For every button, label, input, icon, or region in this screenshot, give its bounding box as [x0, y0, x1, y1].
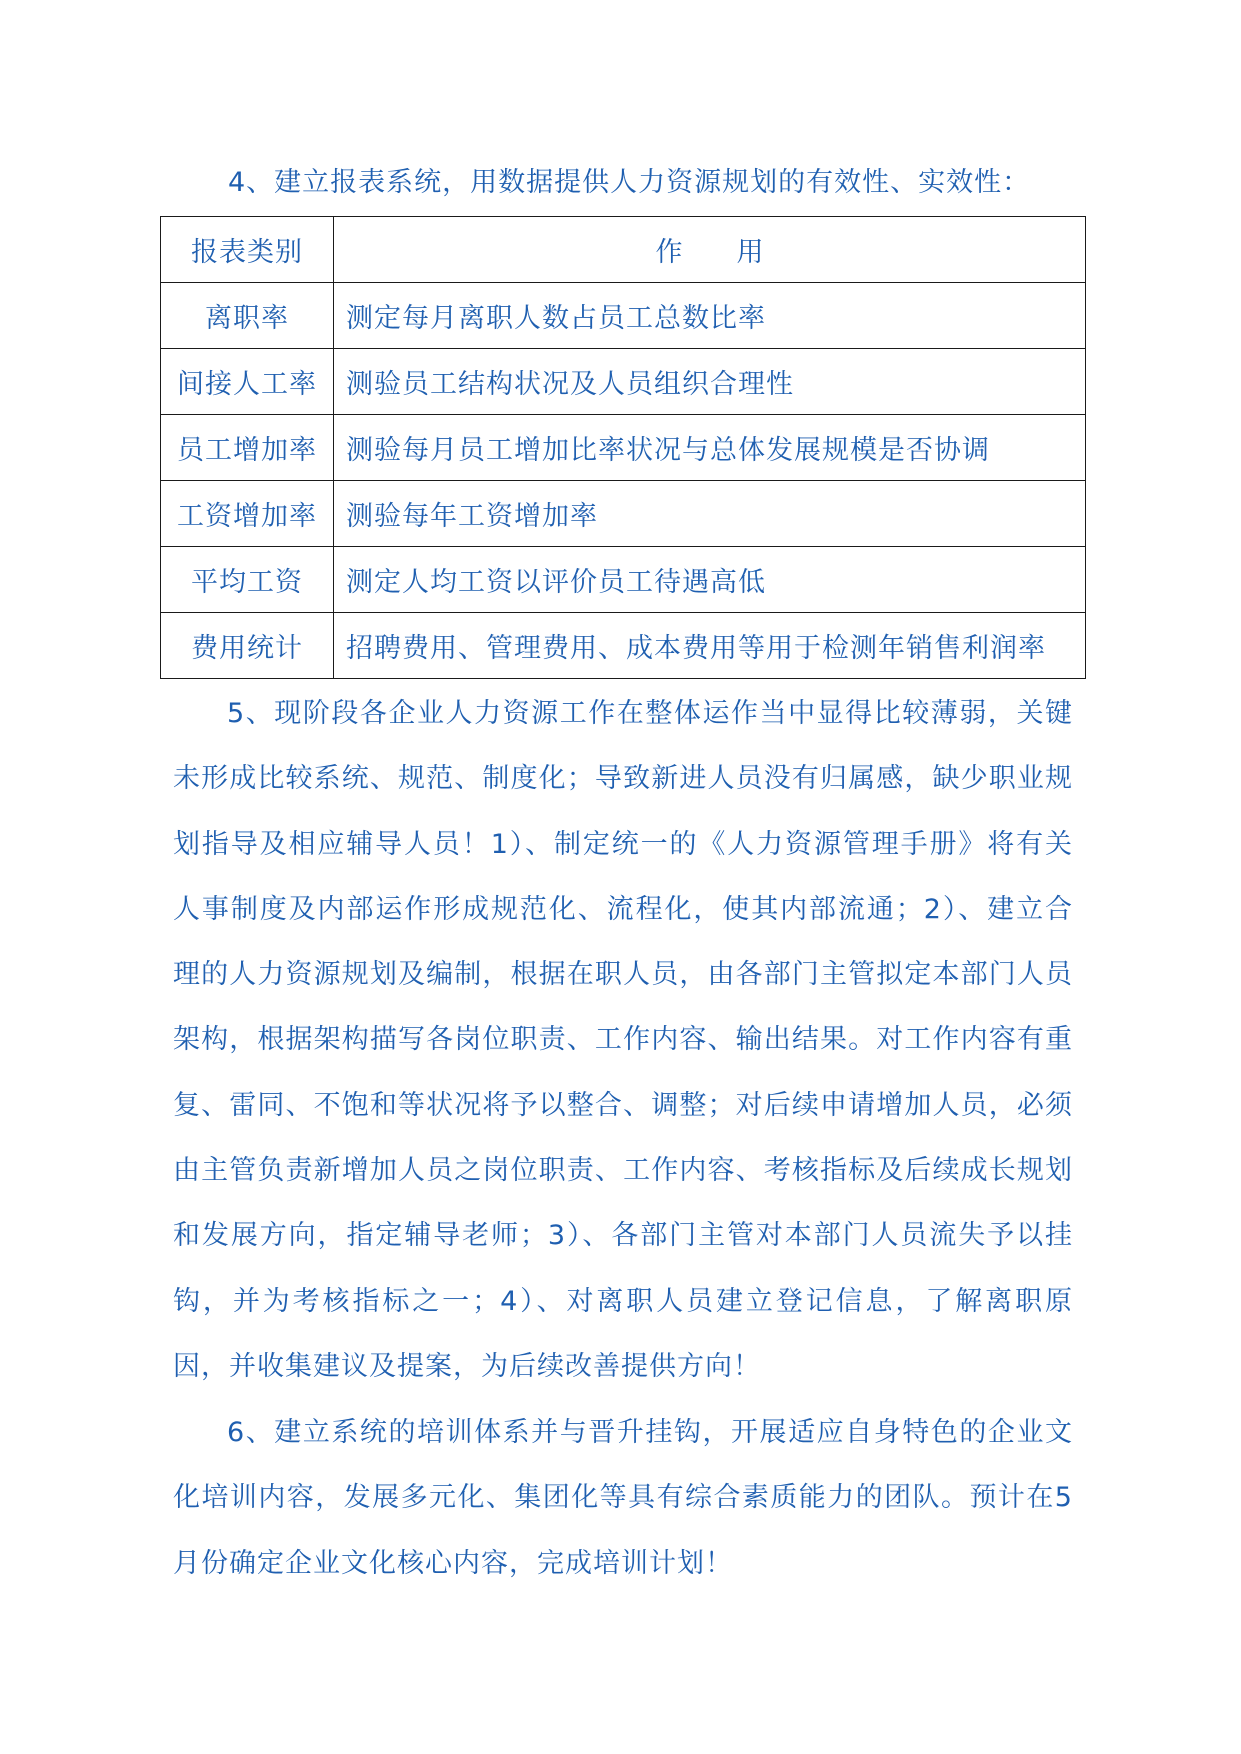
row-category: 间接人工率	[161, 349, 334, 415]
section-4-heading: 4、建立报表系统，用数据提供人力资源规划的有效性、实效性：	[228, 167, 1031, 198]
row-purpose: 测定人均工资以评价员工待遇高低	[334, 547, 1086, 613]
row-purpose: 测验员工结构状况及人员组织合理性	[334, 349, 1086, 415]
row-category: 工资增加率	[161, 481, 334, 547]
report-table	[160, 216, 1086, 679]
row-purpose: 测定每月离职人数占员工总数比率	[334, 283, 1086, 349]
table-row	[161, 349, 1086, 415]
row-category: 费用统计	[161, 613, 334, 679]
section-6-paragraph: 6、建立系统的培训体系并与晋升挂钩，开展适应自身特色的企业文化培训内容，发展多元化、集团化等具有综合素质能力的团队。预计在5月份确定企业文化核心内容，完成培训计划！	[173, 1417, 1073, 1579]
section-5-paragraph: 5、现阶段各企业人力资源工作在整体运作当中显得比较薄弱，关键未形成比较系统、规范、制度化；导致新进人员没有归属感，缺少职业规划指导及相应辅导人员！1）、制定统一的《人力资源管理手册》将有关人事制度及内部运作形成规范化、流程化，使其内部流通；2）、建立合理的人力资源规划及编制，根据在职人员，由各部门主管拟定本部门人员架构，根据架构描写各岗位职责、工作内容、输出结果。对工作内容有重复、雷同、不饱和等状况将予以整合、调整；对后续申请增加人员，必须由主管负责新增加人员之岗位职责、工作内容、考核指标及后续成长规划和发展方向，指定辅导老师；3）、各部门主管对本部门人员流失予以挂钩，并为考核指标之一；4）、对离职人员建立登记信息，了解离职原因，并收集建议及提案，为后续改善提供方向！	[173, 698, 1073, 1382]
table-row	[161, 283, 1086, 349]
table-row	[161, 547, 1086, 613]
row-category: 员工增加率	[161, 415, 334, 481]
row-purpose: 测验每月员工增加比率状况与总体发展规模是否协调	[334, 415, 1086, 481]
table-row	[161, 481, 1086, 547]
table-row	[161, 613, 1086, 679]
table-row	[161, 415, 1086, 481]
row-category: 离职率	[161, 283, 334, 349]
table-header-row	[161, 217, 1086, 283]
row-category: 平均工资	[161, 547, 334, 613]
row-purpose: 测验每年工资增加率	[334, 481, 1086, 547]
row-purpose: 招聘费用、管理费用、成本费用等用于检测年销售利润率	[334, 613, 1086, 679]
header-purpose: 作 用	[334, 217, 1086, 283]
header-category: 报表类别	[161, 217, 334, 283]
